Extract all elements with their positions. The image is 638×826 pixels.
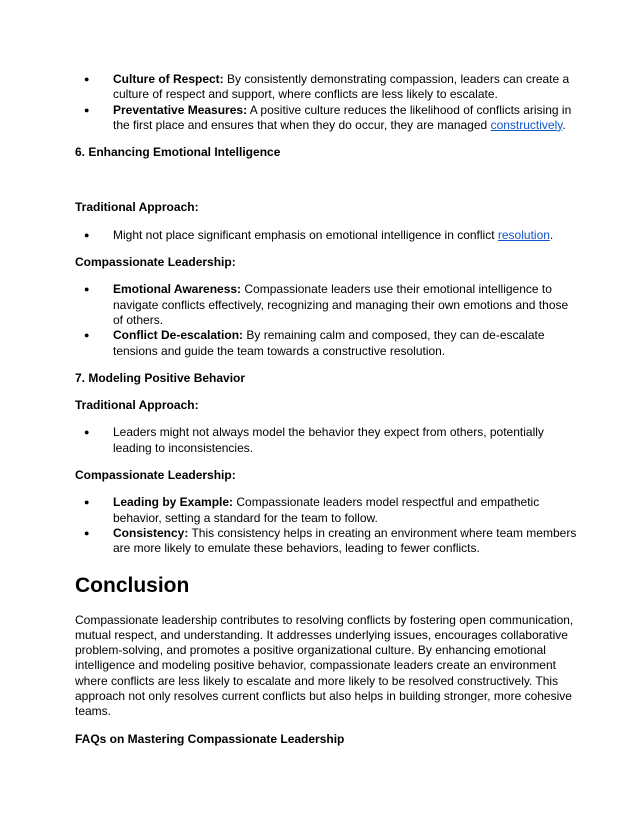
bullet-text: Compassionate leaders model respectful and empathetic behavior, setting a standard for the team to follow. xyxy=(113,495,540,525)
list-item xyxy=(75,103,578,134)
bullet-text: Might not place significant emphasis on emotional intelligence in conflict xyxy=(113,227,498,242)
section7-compassionate-list xyxy=(75,495,578,556)
list-item xyxy=(75,72,578,103)
conclusion-heading: Conclusion xyxy=(75,573,190,597)
bullet-label: Culture of Respect: xyxy=(113,72,224,86)
section7-heading: 7. Modeling Positive Behavior xyxy=(75,370,246,385)
bullet-label: Emotional Awareness: xyxy=(113,282,242,297)
bullet-text: Compassionate leaders use their emotional intelligence to navigate conflicts effectively, recognizing and managing their own emotions and those of others. xyxy=(113,282,569,327)
conclusion-paragraph: Compassionate leadership contributes to resolving conflicts by fostering open communication, mutual respect, and understanding. It addresses underlying issues, encourages collaborative problem-solving, and promotes a positive organizational culture. By enhancing emotional intelligence and modeling positive behavior, compassionate leaders create an environment where conflicts are less likely to escalate and more likely to be resolved constructively. This approach not only resolves current conflicts but also helps in building stronger, more cohesive teams. xyxy=(75,612,574,719)
list-item xyxy=(75,282,578,328)
bullet-end: . xyxy=(549,227,554,242)
bullet-end: . xyxy=(562,117,566,132)
section6-compassionate-heading: Compassionate Leadership: xyxy=(75,255,236,270)
list-item: ● Leaders might not always model the behavior they expect from others, potentially leading to inconsistencies. xyxy=(75,425,578,456)
bullet-text: This consistency helps in creating an environment where team members are more likely to emulate these behaviors, leading to fewer conflicts. xyxy=(113,525,577,556)
bullet-label: Consistency: xyxy=(113,525,189,540)
section7-compassionate-heading: Compassionate Leadership: xyxy=(75,468,236,483)
list-item xyxy=(75,526,578,557)
section6-heading: 6. Enhancing Emotional Intelligence xyxy=(75,145,281,160)
list-item xyxy=(75,228,578,243)
section7-traditional-list xyxy=(75,425,578,456)
section7-traditional-heading: Traditional Approach: xyxy=(75,398,199,413)
bullet-text: A positive culture reduces the likelihood of conflicts arising in the first place and ensures that when they do occur, they are managed xyxy=(113,102,572,132)
bullet-text: By remaining calm and composed, they can de-escalate tensions and guide the team towards a constructive resolution. xyxy=(113,328,545,358)
bullet-label: Preventative Measures: xyxy=(113,102,248,117)
section5-bullet-list xyxy=(75,72,578,133)
list-item xyxy=(75,328,578,359)
bullet-label: Leading by Example: xyxy=(113,495,234,510)
section6-compassionate-list xyxy=(75,282,578,358)
faq-heading: FAQs on Mastering Compassionate Leadership xyxy=(75,731,345,746)
section6-traditional-list xyxy=(75,228,578,243)
constructively-link[interactable]: constructively xyxy=(490,117,563,132)
section6-traditional-heading: Traditional Approach: xyxy=(75,200,199,215)
bullet-label: Conflict De-escalation: xyxy=(113,328,244,343)
bullet-text: By consistently demonstrating compassion, leaders can create a culture of respect and support, where conflicts are less likely to escalate. xyxy=(113,72,570,102)
resolution-link[interactable]: resolution xyxy=(497,227,550,242)
list-item xyxy=(75,495,578,526)
